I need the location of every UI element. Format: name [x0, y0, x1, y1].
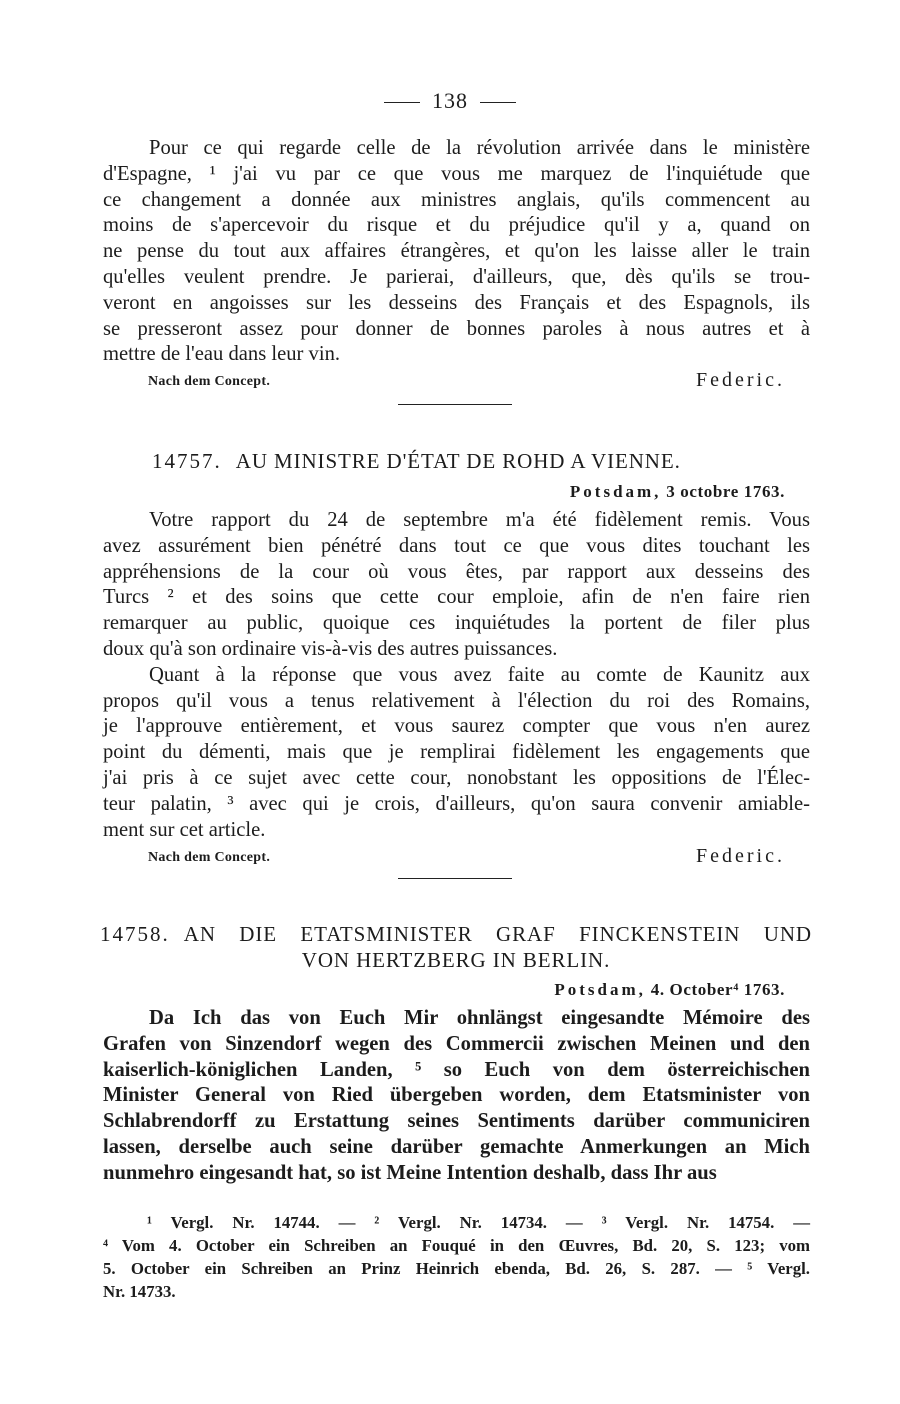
date-place: Potsdam, — [569, 482, 662, 501]
letter-title-line-1 — [100, 922, 812, 947]
letter-14757-signature-row — [148, 842, 785, 868]
text-line: propos qu'il vous a tenus relativement à l'élection du roi des Romains, — [103, 689, 810, 712]
section-divider — [398, 878, 512, 879]
text-line: teur palatin, ³ avec qui je crois, d'ailleurs, qu'on saura convenir amiable- — [103, 792, 810, 815]
text-line: ce changement a donnée aux ministres anglais, qu'ils commencent au — [103, 188, 810, 211]
date: 4. October⁴ 1763. — [650, 980, 785, 999]
text-line: j'ai pris à ce sujet avec cette cour, nonobstant les oppositions de l'Élec- — [103, 766, 810, 789]
text-line: Turcs ² et des soins que cette cour emploie, afin de n'en faire rien — [103, 586, 810, 609]
footnote-line: Nr. 14733. — [103, 1282, 176, 1301]
text-line: ne pense du tout aux affaires étrangères, et qu'on les laisse aller le train — [103, 240, 810, 263]
letter-number: 14757. — [152, 449, 222, 473]
letter-dateline-14758 — [554, 980, 785, 1000]
signature: Federic. — [696, 369, 785, 391]
letter-title: AN DIE ETATSMINISTER GRAF FINCKENSTEIN UND — [183, 922, 812, 946]
text-line: Pour ce qui regarde celle de la révolution arrivée dans le ministère — [149, 137, 810, 159]
intro-paragraph — [103, 136, 810, 368]
text-line: doux qu'à son ordinaire vis-à-vis des autres puissances. — [103, 637, 558, 660]
footnote-line: 5. October ein Schreiben an Prinz Heinrich ebenda, Bd. 26, S. 287. — ⁵ Vergl. — [103, 1259, 810, 1278]
letter-heading-14758 — [100, 922, 812, 973]
text-line: Schlabrendorff zu Erstattung seines Sentiments darüber communiciren — [103, 1110, 810, 1133]
text-line: mettre de l'eau dans leur vin. — [103, 343, 341, 366]
section-divider — [398, 404, 512, 405]
date-place: Potsdam, — [554, 980, 646, 999]
text-line: je l'approuve entièrement, et vous saurez compter que vous n'en aurez — [103, 715, 810, 738]
text-line: Votre rapport du 24 de septembre m'a été fidèlement remis. Vous — [149, 509, 810, 531]
letter-number: 14758. — [100, 922, 170, 946]
footnotes — [103, 1211, 810, 1303]
text-line: nunmehro eingesandt hat, so ist Meine Intention deshalb, dass Ihr aus — [103, 1161, 717, 1184]
text-line: moins de s'apercevoir du risque et du préjudice qu'il y a, quand on — [103, 214, 810, 237]
text-line: remarquer au public, quoique ces inquiétudes la portent de filer plus — [103, 612, 810, 635]
text-line: lassen, derselbe auch seine darüber gemachte Anmerkungen an Mich — [103, 1135, 810, 1158]
source-note: Nach dem Concept. — [148, 374, 271, 389]
letter-title-line-2: VON HERTZBERG IN BERLIN. — [301, 948, 611, 972]
page-number-left-dash — [384, 102, 420, 103]
page-number — [0, 88, 900, 114]
page-number-value: 138 — [432, 88, 468, 113]
text-line: kaiserlich-königlichen Landen, ⁵ so Euch von dem österreichischen — [103, 1058, 810, 1081]
signature: Federic. — [696, 845, 785, 867]
text-line: Quant à la réponse que vous avez faite au comte de Kaunitz aux — [149, 663, 810, 686]
text-line: point du démenti, mais que je remplirai fidèlement les engagements que — [103, 741, 810, 764]
text-line: d'Espagne, ¹ j'ai vu par ce que vous me marquez de l'inquiétude que — [103, 162, 810, 185]
text-line: appréhensions de la cour où vous êtes, par rapport aux desseins des — [103, 560, 810, 583]
text-line: qu'elles veulent prendre. Je parierai, d'ailleurs, que, dès qu'ils se trou- — [103, 265, 810, 288]
intro-signature-row — [148, 366, 785, 392]
page-number-right-dash — [480, 102, 516, 103]
text-line: Minister General von Ried übergeben worden, dem Etatsminister von — [103, 1084, 810, 1107]
footnote-line: ⁴ Vom 4. October ein Schreiben an Fouqué in den Œuvres, Bd. 20, S. 123; vom — [103, 1236, 810, 1255]
letter-title: AU MINISTRE D'ÉTAT DE ROHD A VIENNE. — [235, 449, 681, 473]
text-line: avez assurément bien pénétré dans tout ce que vous dites touchant les — [103, 534, 810, 557]
letter-heading-14757 — [152, 449, 772, 474]
date: 3 octobre 1763. — [666, 482, 785, 501]
text-line: Da Ich das von Euch Mir ohnlängst eingesandte Mémoire des — [149, 1007, 810, 1029]
letter-14758-body — [103, 1006, 810, 1187]
text-line: veront en angoisses sur les desseins des Français et des Espagnols, ils — [103, 291, 810, 314]
footnote-line: ¹ Vergl. Nr. 14744. — ² Vergl. Nr. 14734. — ³ Vergl. Nr. 14754. — — [147, 1213, 810, 1232]
letter-dateline-14757 — [570, 482, 785, 502]
source-note: Nach dem Concept. — [148, 850, 271, 865]
text-line: se presseront assez pour donner de bonnes paroles à nous autres et à — [103, 317, 810, 340]
letter-14757-body — [103, 508, 810, 843]
text-line: Grafen von Sinzendorf wegen des Commercii zwischen Meinen und den — [103, 1032, 810, 1055]
text-line: ment sur cet article. — [103, 818, 266, 841]
